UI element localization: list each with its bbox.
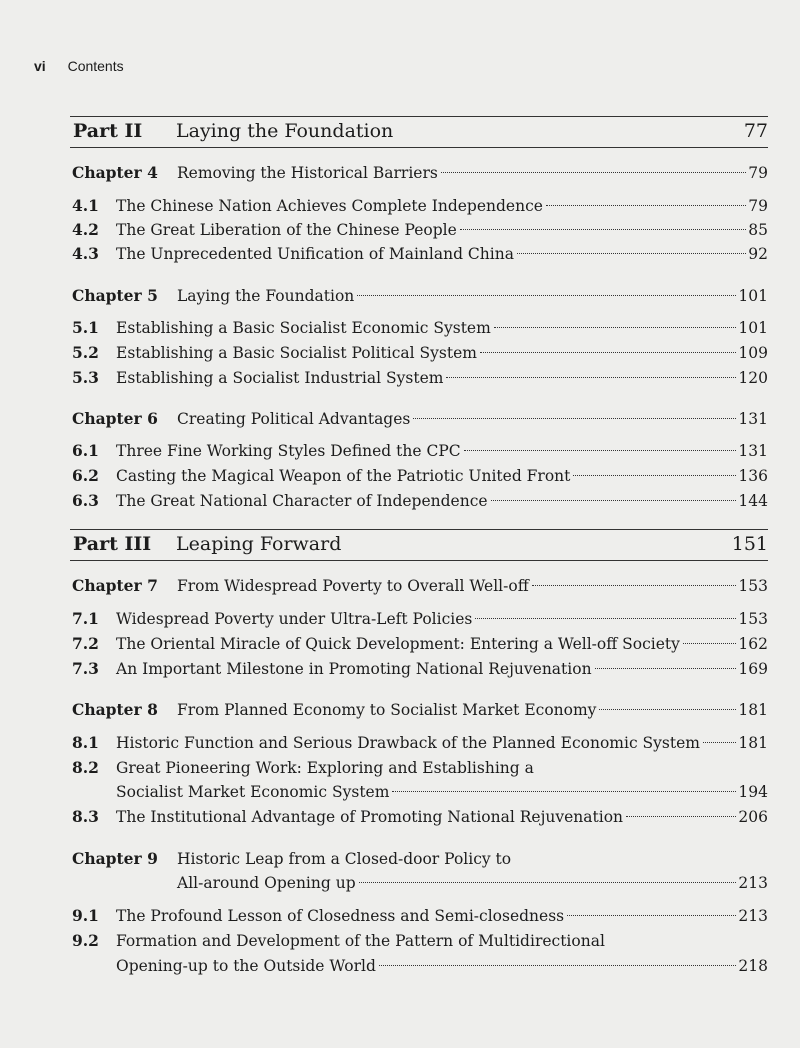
entry-page: 120: [738, 369, 768, 387]
section-number: 7.1: [72, 609, 99, 628]
entry-title: Establishing a Socialist Industrial System: [116, 369, 444, 387]
entry-title: The Institutional Advantage of Promoting National Rejuvenation: [116, 808, 624, 826]
entry-title: Historic Function and Serious Drawback of the Planned Economic System: [116, 734, 700, 752]
entry-title: From Planned Economy to Socialist Market Economy: [177, 701, 597, 719]
entry-title: Great Pioneering Work: Exploring and Establishing a: [116, 759, 534, 777]
entry-title: Establishing a Basic Socialist Economic System: [116, 319, 491, 337]
entry-title: All-around Opening up: [177, 874, 356, 892]
entry-page: 213: [738, 907, 768, 925]
entry-title: Casting the Magical Weapon of the Patriotic United Front: [116, 467, 571, 485]
section-number: 5.2: [72, 343, 99, 362]
entry-title: Removing the Historical Barriers: [177, 164, 438, 182]
part-label: Part II: [73, 120, 143, 142]
entry-title: The Great National Character of Independence: [116, 492, 488, 510]
chapter-label: Chapter 7: [72, 576, 158, 595]
entry-page: 144: [738, 492, 768, 510]
section-number: 7.2: [72, 634, 99, 653]
toc-section: [72, 929, 768, 953]
entry-page: 169: [738, 660, 768, 678]
toc-chapter: [72, 574, 768, 598]
toc-section: [72, 904, 768, 928]
entry-title: Socialist Market Economic System: [116, 783, 390, 801]
section-number: 4.2: [72, 220, 99, 239]
section-number: 7.3: [72, 659, 99, 678]
entry-page: 181: [738, 734, 768, 752]
entry-page: 79: [748, 197, 768, 215]
toc-section: [72, 657, 768, 681]
chapter-label: Chapter 6: [72, 409, 158, 428]
toc-section: [72, 756, 768, 780]
section-number: 6.2: [72, 466, 99, 485]
toc-section: [72, 242, 768, 266]
part-title: Laying the Foundation: [176, 120, 394, 142]
entry-title: Historic Leap from a Closed-door Policy to: [177, 850, 512, 868]
running-head: [34, 58, 124, 74]
entry-title: Establishing a Basic Socialist Political System: [116, 344, 477, 362]
toc-section: [72, 316, 768, 340]
toc-chapter: [72, 407, 768, 431]
entry-page: 213: [738, 874, 768, 892]
entry-title: Widespread Poverty under Ultra-Left Policies: [116, 610, 473, 628]
toc-chapter: [72, 284, 768, 308]
section-number: 6.3: [72, 491, 99, 510]
entry-page: 153: [738, 610, 768, 628]
entry-title: From Widespread Poverty to Overall Well-off: [177, 577, 529, 595]
entry-title: The Oriental Miracle of Quick Development: Entering a Well-off Society: [116, 635, 680, 653]
chapter-label: Chapter 8: [72, 700, 158, 719]
toc-chapter: [72, 161, 768, 185]
toc-section-continued: [72, 954, 768, 978]
entry-page: 194: [738, 783, 768, 801]
toc-section: [72, 731, 768, 755]
toc-section: [72, 366, 768, 390]
section-number: 6.1: [72, 441, 99, 460]
section-number: 5.1: [72, 318, 99, 337]
entry-page: 109: [738, 344, 768, 362]
toc-section: [72, 805, 768, 829]
toc-section: [72, 632, 768, 656]
entry-title: Creating Political Advantages: [177, 410, 411, 428]
toc-section: [72, 464, 768, 488]
entry-page: 218: [738, 957, 768, 975]
entry-page: 136: [738, 467, 768, 485]
toc-chapter: [72, 698, 768, 722]
entry-page: 206: [738, 808, 768, 826]
entry-page: 131: [738, 410, 768, 428]
page-number: vi: [34, 58, 46, 74]
part-heading: [70, 116, 768, 148]
toc-chapter-continued: [72, 871, 768, 895]
toc-section-continued: [72, 780, 768, 804]
entry-title: The Unprecedented Unification of Mainland China: [116, 245, 514, 263]
running-title: Contents: [67, 58, 124, 74]
part-page: 151: [731, 533, 768, 555]
entry-page: 92: [748, 245, 768, 263]
section-number: 8.3: [72, 807, 99, 826]
toc-section: [72, 194, 768, 218]
part-title: Leaping Forward: [176, 533, 342, 555]
chapter-label: Chapter 4: [72, 163, 158, 182]
entry-title: The Great Liberation of the Chinese People: [116, 221, 457, 239]
toc-section: [72, 607, 768, 631]
toc-section: [72, 439, 768, 463]
entry-title: The Profound Lesson of Closedness and Semi-closedness: [116, 907, 565, 925]
entry-title: An Important Milestone in Promoting National Rejuvenation: [116, 660, 592, 678]
part-heading: [70, 529, 768, 561]
entry-page: 85: [748, 221, 768, 239]
toc-section: [72, 218, 768, 242]
entry-title: Three Fine Working Styles Defined the CPC: [116, 442, 461, 460]
entry-page: 101: [738, 319, 768, 337]
entry-title: Formation and Development of the Pattern of Multidirectional: [116, 932, 605, 950]
section-number: 8.2: [72, 758, 99, 777]
section-number: 4.1: [72, 196, 99, 215]
entry-page: 153: [738, 577, 768, 595]
section-number: 8.1: [72, 733, 99, 752]
toc-chapter: [72, 847, 768, 871]
section-number: 9.1: [72, 906, 99, 925]
entry-title: Opening-up to the Outside World: [116, 957, 376, 975]
entry-page: 79: [748, 164, 768, 182]
entry-page: 162: [738, 635, 768, 653]
entry-page: 181: [738, 701, 768, 719]
section-number: 4.3: [72, 244, 99, 263]
section-number: 9.2: [72, 931, 99, 950]
toc-section: [72, 489, 768, 513]
entry-page: 101: [738, 287, 768, 305]
entry-title: The Chinese Nation Achieves Complete Independence: [116, 197, 543, 215]
toc-section: [72, 341, 768, 365]
part-label: Part III: [73, 533, 152, 555]
section-number: 5.3: [72, 368, 99, 387]
entry-page: 131: [738, 442, 768, 460]
chapter-label: Chapter 5: [72, 286, 158, 305]
chapter-label: Chapter 9: [72, 849, 158, 868]
part-page: 77: [743, 120, 768, 142]
entry-title: Laying the Foundation: [177, 287, 355, 305]
